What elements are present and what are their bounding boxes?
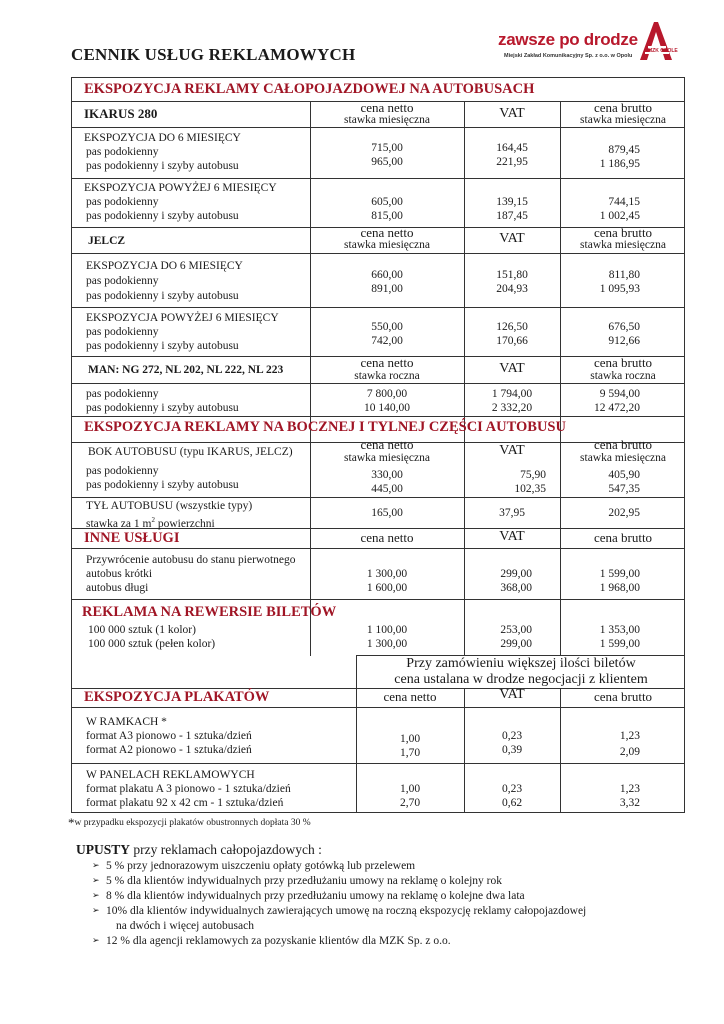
brutto-header: cena brutto: [593, 530, 653, 545]
item-label: pas podokienny i szyby autobusu: [86, 210, 239, 222]
discounts-heading: UPUSTY przy reklamach całopojazdowych :: [76, 842, 322, 857]
brutto-header: cena brutto: [593, 355, 653, 370]
price-vat: 0,39: [501, 744, 523, 756]
side-label: BOK AUTOBUSU (typu IKARUS, JELCZ): [88, 446, 293, 458]
price-netto: 445,00: [371, 483, 403, 495]
discount-list: [92, 859, 586, 949]
section-tickets-title: REKLAMA NA REWERSIE BILETÓW: [82, 604, 337, 620]
logo-slogan: zawsze po drodze: [498, 30, 638, 49]
company-logo: [498, 22, 678, 72]
item-label: 100 000 sztuk (1 kolor): [88, 624, 196, 636]
price-netto: 1 100,00: [366, 624, 408, 636]
list-item: ➢ 5 % przy jednorazowym uiszczeniu opłaty gotówką lub przelewem: [92, 860, 416, 872]
price-vat: 1 794,00: [491, 388, 533, 400]
price-vat: 126,50: [496, 321, 528, 333]
price-netto: 1 300,00: [366, 638, 408, 650]
group-label: EKSPOZYCJA POWYŻEJ 6 MIESIĘCY: [86, 312, 279, 324]
price-vat: 2 332,20: [491, 402, 533, 414]
list-item: ➢ 10% dla klientów indywidualnych zawierających umowę na roczną ekspozycję reklamy całopojazdowej: [92, 905, 587, 917]
section-other-title: INNE USŁUGI: [84, 530, 180, 546]
brutto-header: cena brutto: [593, 100, 653, 115]
price-vat: 139,15: [496, 196, 528, 208]
price-netto: 330,00: [371, 469, 403, 481]
vat-header: VAT: [499, 106, 525, 121]
arrow-bullet-icon: ➢: [92, 876, 100, 886]
price-vat: 299,00: [500, 568, 532, 580]
list-item: ➢ 12 % dla agencji reklamowych za pozyskanie klientów dla MZK Sp. z o.o.: [92, 935, 451, 947]
arrow-bullet-icon: ➢: [92, 891, 100, 901]
price-netto: 1 300,00: [366, 568, 408, 580]
netto-header: cena netto: [360, 355, 414, 370]
ikarus-model-title: IKARUS 280: [84, 106, 158, 121]
item-label: pas podokienny: [86, 326, 159, 338]
price-brutto: 405,90: [608, 469, 640, 481]
discounts-section: [76, 842, 586, 949]
man-model-title: MAN: NG 272, NL 202, NL 222, NL 223: [88, 364, 284, 376]
item-label: pas podokienny: [86, 465, 159, 477]
other-label: Przywrócenie autobusu do stanu pierwotnego: [86, 554, 296, 566]
list-item: ➢ 8 % dla klientów indywidualnych przy przedłużaniu umowy na reklamę o kolejne dwa lata: [92, 890, 525, 902]
price-netto: 965,00: [371, 156, 403, 168]
brutto-header: cena brutto: [593, 437, 653, 452]
tickets-note: cena ustalana w drodze negocjacji z klientem: [394, 672, 648, 687]
price-brutto: 1 968,00: [599, 582, 640, 594]
price-brutto: 3,32: [619, 797, 640, 809]
price-brutto: 744,15: [608, 196, 640, 208]
price-netto: 715,00: [371, 142, 403, 154]
price-netto: 742,00: [371, 335, 403, 347]
price-netto: 2,70: [399, 797, 421, 809]
price-brutto: 9 594,00: [599, 388, 640, 400]
price-netto: 1 600,00: [366, 582, 408, 594]
price-vat: 170,66: [496, 335, 528, 347]
monthly-rate-label: stawka miesięczna: [580, 239, 666, 251]
netto-header: cena netto: [383, 689, 437, 704]
group-label: EKSPOZYCJA DO 6 MIESIĘCY: [84, 132, 241, 144]
price-vat: 204,93: [496, 283, 528, 295]
price-brutto: 811,80: [608, 269, 640, 281]
price-brutto: 1 353,00: [599, 624, 640, 636]
netto-header: cena netto: [360, 100, 414, 115]
mzk-emblem-icon: [636, 22, 678, 62]
group-label: EKSPOZYCJA POWYŻEJ 6 MIESIĘCY: [84, 182, 277, 194]
item-label: pas podokienny i szyby autobusu: [86, 340, 239, 352]
item-label: pas podokienny i szyby autobusu: [86, 479, 239, 491]
price-vat: 368,00: [500, 582, 532, 594]
item-label: autobus długi: [86, 582, 149, 594]
price-vat: 151,80: [496, 269, 528, 281]
item-label: pas podokienny i szyby autobusu: [86, 160, 239, 172]
price-brutto: 676,50: [608, 321, 640, 333]
price-netto: 550,00: [371, 321, 403, 333]
monthly-rate-label: stawka miesięczna: [344, 452, 430, 464]
item-label: pas podokienny i szyby autobusu: [86, 402, 239, 414]
price-vat: 0,62: [501, 797, 523, 809]
vat-header: VAT: [499, 529, 525, 544]
price-brutto: 912,66: [608, 335, 640, 347]
yearly-rate-label: stawka roczna: [590, 370, 656, 382]
price-netto: 660,00: [371, 269, 403, 281]
price-vat: 75,90: [520, 469, 546, 481]
monthly-rate-label: stawka miesięczna: [344, 114, 430, 126]
price-vat: 0,23: [501, 783, 523, 795]
item-label: format plakatu A 3 pionowo - 1 sztuka/dzień: [86, 783, 291, 795]
rear-sublabel: stawka za 1 $m^2$ powierzchni: [86, 516, 215, 530]
price-vat: 253,00: [500, 624, 532, 636]
price-netto: 815,00: [371, 210, 403, 222]
netto-header: cena netto: [360, 225, 414, 240]
price-vat: 0,23: [501, 730, 523, 742]
group-label: W PANELACH REKLAMOWYCH: [86, 769, 255, 781]
price-brutto: 1 186,95: [599, 158, 640, 170]
rear-label: TYŁ AUTOBUSU (wszystkie typy): [86, 500, 253, 512]
price-netto: 1,70: [399, 747, 421, 759]
item-label: pas podokienny: [86, 196, 159, 208]
price-brutto: 1,23: [619, 783, 640, 795]
price-vat: 37,95: [499, 507, 525, 519]
vat-header: VAT: [499, 687, 525, 702]
price-brutto: 1,23: [619, 730, 640, 742]
price-table: [71, 77, 685, 813]
price-vat: 102,35: [514, 483, 546, 495]
item-label: pas podokienny: [86, 146, 159, 158]
item-label: format A3 pionowo - 1 sztuka/dzień: [86, 730, 252, 742]
group-label: W RAMKACH *: [86, 716, 167, 728]
netto-header: cena netto: [360, 437, 414, 452]
vat-header: VAT: [499, 231, 525, 246]
item-label: 100 000 sztuk (pełen kolor): [88, 638, 216, 650]
item-label: autobus krótki: [86, 568, 153, 580]
arrow-bullet-icon: ➢: [92, 936, 100, 946]
item-label: format A2 pionowo - 1 sztuka/dzień: [86, 744, 252, 756]
price-netto: 165,00: [371, 507, 403, 519]
price-brutto: 547,35: [608, 483, 640, 495]
arrow-bullet-icon: ➢: [92, 861, 100, 871]
item-label: pas podokienny: [86, 275, 159, 287]
price-netto: 1,00: [399, 783, 421, 795]
section-side-rear-title: EKSPOZYCJA REKLAMY NA BOCZNEJ I TYLNEJ CZĘŚCI AUTOBUSU: [84, 419, 566, 435]
price-vat: 299,00: [500, 638, 532, 650]
monthly-rate-label: stawka miesięczna: [580, 114, 666, 126]
price-brutto: 12 472,20: [594, 402, 640, 414]
section-posters-title: EKSPOZYCJA PLAKATÓW: [84, 689, 270, 705]
logo-company-name: Miejski Zakład Komunikacyjny Sp. z o.o. w Opolu: [504, 53, 633, 59]
monthly-rate-label: stawka miesięczna: [580, 452, 666, 464]
price-netto: 10 140,00: [364, 402, 410, 414]
price-netto: 1,00: [399, 733, 421, 745]
logo-mark-label: MZK OPOLE: [648, 48, 678, 54]
list-item-continuation: na dwóch i więcej autobusach: [116, 920, 254, 932]
price-netto: 7 800,00: [366, 388, 408, 400]
price-brutto: 1 599,00: [599, 638, 640, 650]
price-brutto: 2,09: [619, 746, 640, 758]
group-label: EKSPOZYCJA DO 6 MIESIĘCY: [86, 260, 243, 272]
vat-header: VAT: [499, 443, 525, 458]
item-label: format plakatu 92 x 42 cm - 1 sztuka/dzień: [86, 797, 284, 809]
page-title: CENNIK USŁUG REKLAMOWYCH: [71, 45, 356, 64]
price-brutto: 1 095,93: [599, 283, 640, 295]
item-label: pas podokienny i szyby autobusu: [86, 290, 239, 302]
brutto-header: cena brutto: [593, 689, 653, 704]
poster-footnote: *w przypadku ekspozycji plakatów obustronnych dopłata 30 %: [68, 815, 311, 830]
price-vat: 164,45: [496, 142, 528, 154]
vat-header: VAT: [499, 361, 525, 376]
tickets-note: Przy zamówieniu większej ilości biletów: [406, 656, 636, 671]
price-brutto: 1 002,45: [599, 210, 640, 222]
yearly-rate-label: stawka roczna: [354, 370, 420, 382]
netto-header: cena netto: [360, 530, 414, 545]
price-brutto: 202,95: [608, 507, 640, 519]
price-brutto: 879,45: [608, 144, 640, 156]
price-netto: 891,00: [371, 283, 403, 295]
list-item: ➢ 5 % dla klientów indywidualnych przy przedłużaniu umowy na reklamę o kolejny rok: [92, 875, 503, 887]
price-netto: 605,00: [371, 196, 403, 208]
monthly-rate-label: stawka miesięczna: [344, 239, 430, 251]
section-full-bus-title: EKSPOZYCJA REKLAMY CAŁOPOJAZDOWEJ NA AUTOBUSACH: [84, 81, 535, 97]
arrow-bullet-icon: ➢: [92, 906, 100, 916]
jelcz-model-title: JELCZ: [88, 235, 126, 247]
price-vat: 187,45: [496, 210, 528, 222]
item-label: pas podokienny: [86, 388, 159, 400]
price-vat: 221,95: [496, 156, 528, 168]
price-brutto: 1 599,00: [599, 568, 640, 580]
brutto-header: cena brutto: [593, 225, 653, 240]
